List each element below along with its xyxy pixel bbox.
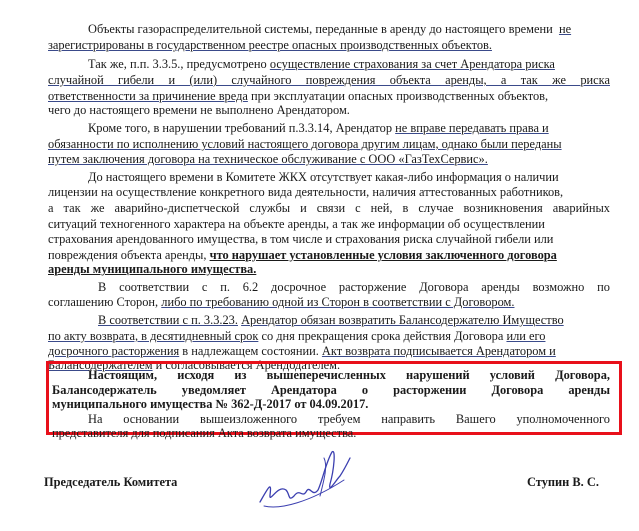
p1-line2: зарегистрированы в государственном реестре опасных производственных объектов.: [48, 38, 492, 52]
p4-line2: лицензии на осуществление конкретного вида деятельности, наличия аттестованных работников,: [48, 185, 564, 199]
p5-line1: В соответствии с п. 6.2 досрочное расторжение Договора аренды возможно по: [98, 280, 610, 294]
p6-line1: В соответствии с п. 3.3.23. Арендатор обязан возвратить Балансодержателю Имущество: [98, 313, 564, 327]
p6-underlined-return: Арендатор обязан возвратить Балансодержателю Имущество: [241, 313, 564, 327]
p6-line4: Балансодержателем и согласовывается Арендодателем.: [48, 358, 341, 372]
p4-line4: ситуаций техногенного характера на объекте аренды, а так же информации об осуществлении: [48, 217, 545, 231]
p4-line5: страхования арендованного имущества, в том числе и страхования риска случайной гибели или: [48, 232, 554, 246]
p5-underlined-demand: либо по требованию одной из Сторон в соответствии с Договором.: [161, 295, 515, 309]
p2-underlined-liability: ответственности за причинение вреда: [48, 89, 248, 103]
p4-line1: До настоящего времени в Комитете ЖКХ отсутствует какая-либо информация о наличии: [88, 170, 559, 184]
p4-line6: повреждения объекта аренды, что нарушает установленные условия заключенного договора: [48, 248, 557, 262]
p2-line1: Так же, п.п. 3.3.5., предусмотрено осуществление страхования за счет Арендатора риска: [88, 57, 555, 71]
p2-line3: ответственности за причинение вреда при эксплуатации опасных производственных объектов,: [48, 89, 549, 103]
p4-bold-violation: что нарушает установленные условия заключенного договора: [209, 248, 557, 262]
footer-name: Ступин В. С.: [527, 475, 599, 489]
p7-line1: Настоящим, исходя из вышеперечисленных нарушений условий Договора,: [88, 368, 610, 382]
p2-line4: чего до настоящего времени не выполнено Арендатором.: [48, 103, 350, 117]
p3-line1: Кроме того, в нарушении требований п.3.3.14, Арендатор не вправе передавать права и: [88, 121, 549, 135]
p3-line2: обязанности по исполнению условий настоящего договора другим лицам, однако были переданы: [48, 137, 562, 151]
p5-line2: соглашению Сторон, либо по требованию одной из Сторон в соответствии с Договором.: [48, 295, 515, 309]
p4-line3: а так же аварийно-диспетческой службы и связи с ней, в случае возникновения аварийных: [48, 201, 610, 215]
p8-line2: представителя для подписания Акта возврата имущества.: [52, 426, 357, 440]
handwritten-signature: [240, 440, 370, 520]
p4-line7: аренды муниципального имущества.: [48, 262, 257, 276]
p1-underlined-ne: не: [558, 22, 572, 36]
p7-line2: Балансодержатель уведомляет Арендатора о расторжении Договора аренды: [52, 383, 610, 397]
p6-line3: досрочного расторжения в надлежащем состоянии. Акт возврата подписывается Арендатором и: [48, 344, 556, 358]
p2-line2: случайной гибели и (или) случайного повреждения объекта аренды, а так же риска: [48, 73, 610, 87]
p3-line3: путем заключения договора на техническое обслуживание с ООО «ГазТехСервис».: [48, 152, 488, 166]
p7-line3: муниципального имущества № 362-Д-2017 от 04.09.2017.: [52, 397, 369, 411]
p2-underlined-insurance: осуществление страхования за счет Арендатора риска: [269, 57, 555, 71]
p8-line1: На основании вышеизложенного требуем направить Вашего уполномоченного: [88, 412, 610, 426]
p6-line2: по акту возврата, в десятидневный срок со дня прекращения срока действия Договора или его: [48, 329, 546, 343]
p3-underlined-rights: не вправе передавать права и: [395, 121, 549, 135]
p1-line1: Объекты газораспределительной системы, переданные в аренду до настоящего времени не: [88, 22, 572, 36]
footer-position: Председатель Комитета: [44, 475, 178, 489]
